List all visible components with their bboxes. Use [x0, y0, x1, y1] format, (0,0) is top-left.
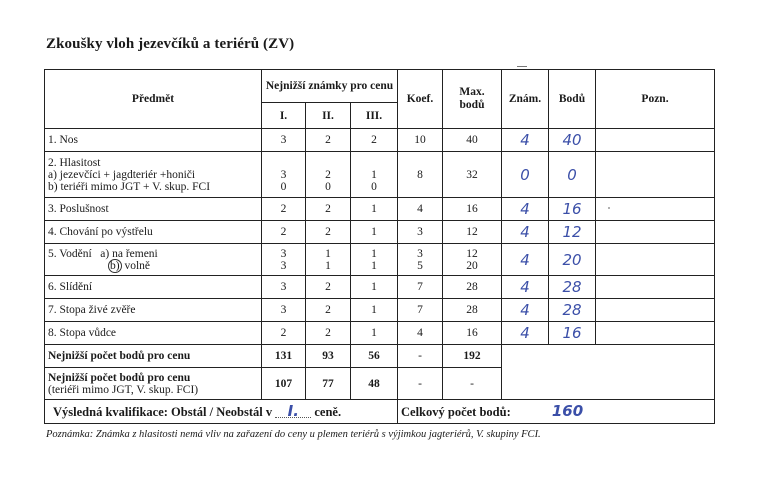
value: 3 [280, 259, 287, 272]
prize-3-cell: 1 [351, 299, 398, 322]
note-cell [596, 221, 715, 244]
prize-2-cell: 2 [306, 221, 351, 244]
prize-1-cell: 2 [262, 322, 306, 345]
handwritten-grade: 0 [502, 152, 549, 198]
min-total-terriers-coef: - [398, 368, 443, 400]
prize-2-cell: 2 [306, 198, 351, 221]
value: 2 [325, 168, 331, 181]
subject-line: a) jezevčíci + jagdteriér +honiči [48, 168, 196, 181]
label-line: Nejnižší počet bodů pro cenu [48, 371, 191, 384]
table-row [45, 322, 715, 345]
subject-cell [45, 244, 262, 276]
max-points-cell [443, 244, 502, 276]
table-row [45, 221, 715, 244]
table-row [45, 299, 715, 322]
subject-cell: 3. Poslušnost [45, 198, 262, 221]
subject-line: b) teriéři mimo JGT + V. skup. FCI [48, 180, 211, 193]
total-cell [398, 400, 715, 424]
handwritten-points: 16 [549, 198, 596, 221]
prize-3-cell [351, 244, 398, 276]
handwritten-grade: 4 [502, 244, 549, 276]
prize-2-cell [306, 244, 351, 276]
min-total-terriers-label [45, 368, 262, 400]
prize-3-cell: 2 [351, 129, 398, 152]
coef-cell: 10 [398, 129, 443, 152]
prize-1-cell: 3 [262, 129, 306, 152]
min-total-prize-2: 93 [306, 345, 351, 368]
coef-cell: 4 [398, 322, 443, 345]
header-points: Bodů [549, 70, 596, 129]
header-min-grades: Nejnižší známky pro cenu [262, 70, 398, 103]
min-total-terriers-max: - [443, 368, 502, 400]
min-total-terriers-prize-3: 48 [351, 368, 398, 400]
note-cell [596, 152, 715, 198]
note-cell [596, 198, 715, 221]
value: 1 [371, 259, 377, 272]
handwritten-grade: 4 [502, 299, 549, 322]
note-cell [596, 299, 715, 322]
coef-cell: 4 [398, 198, 443, 221]
prize-2-cell [306, 152, 351, 198]
header-max-points: Max. bodů [443, 70, 502, 129]
total-label: Celkový počet bodů: [401, 405, 511, 419]
value: 3 [417, 247, 423, 260]
empty-summary-area [502, 345, 715, 400]
prize-2-cell: 2 [306, 276, 351, 299]
min-total-label: Nejnižší počet bodů pro cenu [45, 345, 262, 368]
value: 12 [466, 247, 478, 260]
max-points-cell: 16 [443, 322, 502, 345]
note-cell [596, 276, 715, 299]
handwritten-grade: 4 [502, 198, 549, 221]
subject-cell [45, 152, 262, 198]
max-points-cell: 32 [443, 152, 502, 198]
header-prize-2: II. [306, 103, 351, 129]
value: 1 [325, 259, 331, 272]
value: 0 [325, 180, 331, 193]
handwritten-points: 28 [549, 276, 596, 299]
max-points-cell: 16 [443, 198, 502, 221]
handwritten-grade: 4 [502, 322, 549, 345]
value: 3 [280, 168, 287, 181]
header-subject: Předmět [45, 70, 262, 129]
coef-cell: 3 [398, 221, 443, 244]
subject-cell: 6. Slídění [45, 276, 262, 299]
prize-3-cell: 1 [351, 221, 398, 244]
prize-1-cell: 3 [262, 299, 306, 322]
subject-option-text: volně [121, 259, 151, 272]
value: 5 [417, 259, 423, 272]
note-cell [596, 129, 715, 152]
value: 1 [371, 247, 377, 260]
table-row [45, 244, 715, 276]
value: 1 [325, 247, 331, 260]
value: 1 [371, 168, 377, 181]
handwritten-grade: 4 [502, 221, 549, 244]
min-total-terriers-prize-1: 107 [262, 368, 306, 400]
min-total-prize-3: 56 [351, 345, 398, 368]
table-row [45, 152, 715, 198]
subject-line: 2. Hlasitost [48, 156, 101, 169]
min-total-max: 192 [443, 345, 502, 368]
handwritten-grade: 4 [502, 276, 549, 299]
footnote: Poznámka: Známka z hlasitosti nemá vliv na zařazení do ceny u plemen teriérů s výjimkou jagteriérů, V. skupiny FCI. [46, 429, 541, 440]
value: 3 [280, 247, 287, 260]
label-line: (teriéři mimo JGT, V. skup. FCI) [48, 383, 199, 396]
value: 0 [280, 180, 287, 193]
min-total-coef: - [398, 345, 443, 368]
table-row [45, 276, 715, 299]
header-grade: Znám. [502, 70, 549, 129]
subject-cell: 8. Stopa vůdce [45, 322, 262, 345]
max-points-cell: 12 [443, 221, 502, 244]
coef-cell: 7 [398, 299, 443, 322]
subject-cell: 1. Nos [45, 129, 262, 152]
prize-1-cell: 2 [262, 198, 306, 221]
result-label: Výsledná kvalifikace: Obstál / Neobstál v [53, 405, 273, 419]
handwritten-points: 28 [549, 299, 596, 322]
circled-option-mark: b) [110, 259, 120, 272]
subject-cell: 4. Chování po výstřelu [45, 221, 262, 244]
value: 20 [466, 259, 478, 272]
prize-3-cell: 1 [351, 322, 398, 345]
prize-1-cell: 2 [262, 221, 306, 244]
max-points-cell: 28 [443, 299, 502, 322]
handwritten-grade: 4 [502, 129, 549, 152]
table-row [45, 129, 715, 152]
coef-cell: 8 [398, 152, 443, 198]
grading-table [44, 69, 715, 424]
page-title: Zkoušky vloh jezevčíků a teriérů (ZV) [46, 36, 295, 52]
coef-cell [398, 244, 443, 276]
handwritten-points: 12 [549, 221, 596, 244]
prize-3-cell: 1 [351, 198, 398, 221]
min-total-terriers-prize-2: 77 [306, 368, 351, 400]
handwritten-prize: I. [275, 405, 311, 418]
prize-2-cell: 2 [306, 322, 351, 345]
min-total-row [45, 345, 715, 368]
handwritten-total: 160 [551, 402, 584, 420]
note-cell [596, 322, 715, 345]
coef-cell: 7 [398, 276, 443, 299]
handwritten-points: 16 [549, 322, 596, 345]
header-prize-1: I. [262, 103, 306, 129]
result-cell [45, 400, 398, 424]
value: 0 [371, 180, 377, 193]
subject-line [48, 260, 258, 272]
prize-1-cell: 3 [262, 276, 306, 299]
prize-1-cell [262, 244, 306, 276]
prize-1-cell [262, 152, 306, 198]
prize-3-cell: 1 [351, 276, 398, 299]
handwritten-points: 20 [549, 244, 596, 276]
result-row [45, 400, 715, 424]
decorative-mark [517, 66, 527, 67]
subject-line: 5. Vodění a) na řemeni [48, 247, 158, 260]
result-suffix: ceně. [314, 405, 342, 419]
max-points-cell: 28 [443, 276, 502, 299]
prize-2-cell: 2 [306, 299, 351, 322]
subject-cell: 7. Stopa živé zvěře [45, 299, 262, 322]
handwritten-points: 40 [549, 129, 596, 152]
prize-2-cell: 2 [306, 129, 351, 152]
max-points-cell: 40 [443, 129, 502, 152]
min-total-prize-1: 131 [262, 345, 306, 368]
header-coef: Koef. [398, 70, 443, 129]
handwritten-points: 0 [549, 152, 596, 198]
prize-3-cell [351, 152, 398, 198]
header-note: Pozn. [596, 70, 715, 129]
table-row [45, 198, 715, 221]
header-prize-3: III. [351, 103, 398, 129]
note-cell [596, 244, 715, 276]
